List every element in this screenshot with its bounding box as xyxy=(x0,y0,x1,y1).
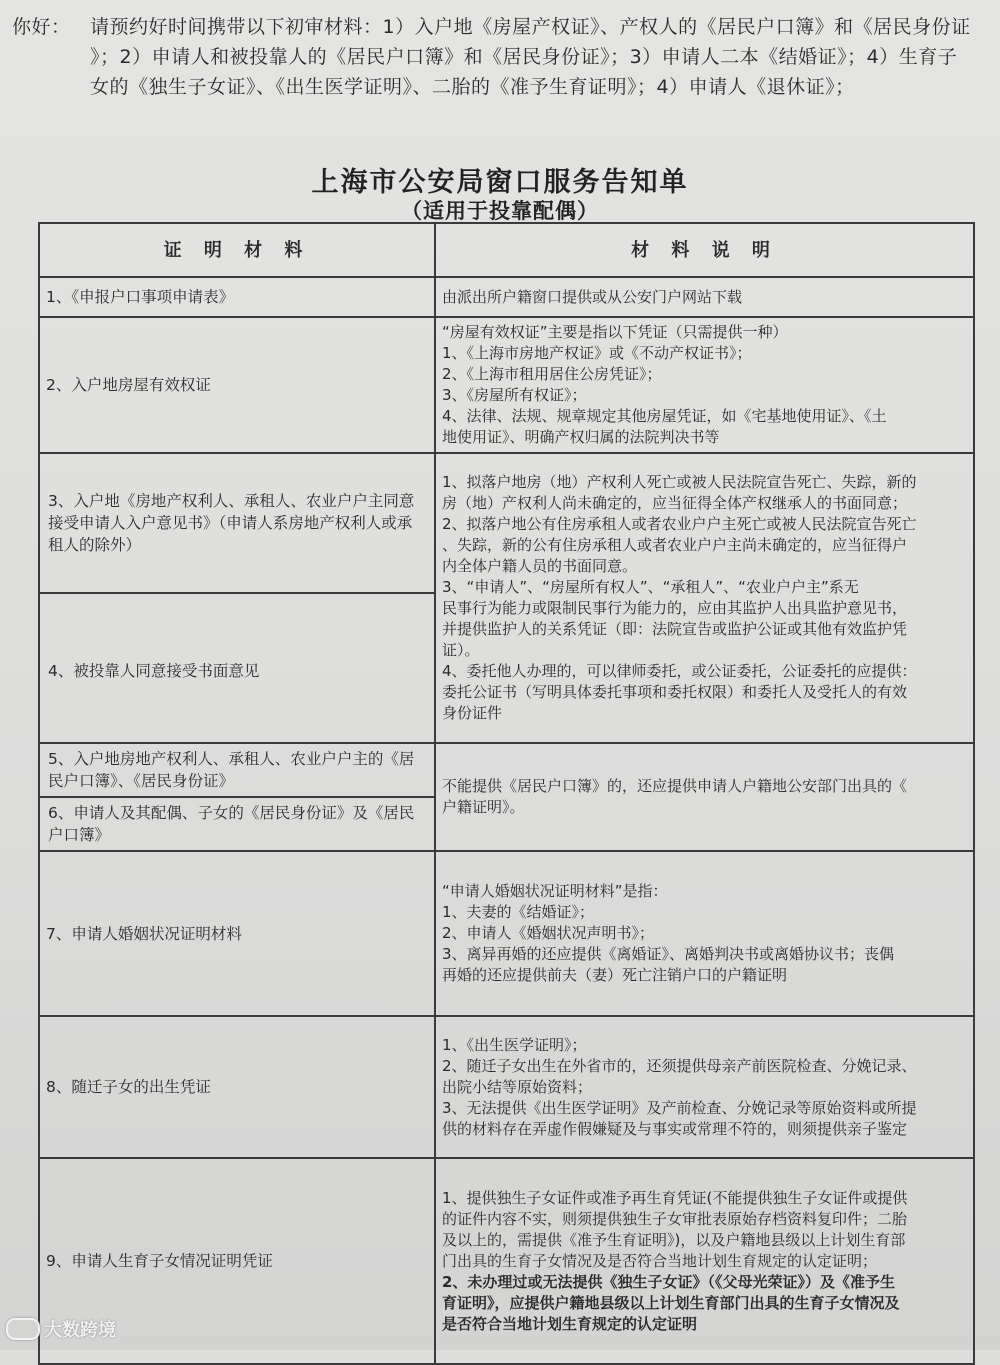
description-line: 出院小结等原始资料； xyxy=(442,1077,593,1096)
table-row xyxy=(39,317,974,453)
watermark xyxy=(6,1316,116,1342)
description-line: 2、未办理过或无法提供《独生子女证》（《父母光荣证》）及《准予生 xyxy=(442,1272,895,1291)
description-cell xyxy=(435,1016,974,1158)
description-line: 2、随迁子女出生在外省市的，还须提供母亲产前医院检查、分娩记录、 xyxy=(442,1056,917,1075)
description-line: 1、提供独生子女证件或准予再生育凭证(不能提供独生子女证件或提供 xyxy=(442,1188,908,1207)
intro-line-2: 》；2）申请人和被投靠人的《居民户口簿》和《居民身份证》；3）申请人二本《结婚证》；4）生育子 xyxy=(90,46,958,68)
description-line: 是否符合当地计划生育规定的认定证明 xyxy=(442,1314,698,1333)
material-cell: 1、《申报户口事项申请表》 xyxy=(39,277,435,317)
greeting: 你好： xyxy=(12,16,71,38)
table-row xyxy=(39,1016,974,1158)
description-line: 内全体户籍人员的书面同意。 xyxy=(442,557,638,575)
description-line: 2、拟落户地公有住房承租人或者农业户户主死亡或被人民法院宣告死亡 xyxy=(442,515,917,533)
description-line: 民事行为能力或限制民事行为能力的，应由其监护人出具监护意见书， xyxy=(442,599,908,617)
description-line: 4、委托他人办理的，可以律师委托，或公证委托，公证委托的应提供： xyxy=(442,662,917,680)
description-line: 身份证件 xyxy=(442,704,503,722)
description-line: 3、无法提供《出生医学证明》及产前检查、分娩记录等原始资料或所提 xyxy=(442,1098,917,1117)
description-cell xyxy=(435,277,974,317)
watermark-text: 大数跨境 xyxy=(44,1320,116,1341)
description-line: 3、“申请人”、“房屋所有权人”、“承租人”、“农业户户主”系无 xyxy=(442,578,859,596)
description-line: 的证件内容不实，则须提供独生子女审批表原始存档资料复印件；二胎 xyxy=(442,1209,908,1228)
intro-line-3: 女的《独生子女证》、《出生医学证明》、二胎的《准予生育证明》；4）申请人《退休证》； xyxy=(90,76,855,98)
material-item: 6、申请人及其配偶、子女的《居民身份证》及《居民户口簿》 xyxy=(48,804,415,844)
description-line: 1、《上海市房地产权证》或《不动产权证书》； xyxy=(442,344,752,362)
description-line: 不能提供《居民户口簿》的，还应提供申请人户籍地公安部门出具的《 xyxy=(442,777,908,795)
description-line: 2、《上海市租用居住公房凭证》； xyxy=(442,365,662,383)
description-line: 及以上的，需提供《准予生育证明》)，以及户籍地县级以上计划生育部 xyxy=(442,1230,906,1249)
material-cell: 9、申请人生育子女情况证明凭证 xyxy=(39,1158,435,1364)
material-cell: 8、随迁子女的出生凭证 xyxy=(39,1016,435,1158)
table-row xyxy=(39,851,974,1016)
description-line: 4、法律、法规、规章规定其他房屋凭证，如《宅基地使用证》、《土 xyxy=(442,407,887,425)
materials-table xyxy=(38,222,975,1365)
table-row xyxy=(39,743,974,851)
description-cell xyxy=(435,1158,974,1364)
description-line: 1、拟落户地房（地）产权利人死亡或被人民法院宣告死亡、失踪，新的 xyxy=(442,473,917,491)
description-line: “申请人婚姻状况证明材料”是指： xyxy=(442,882,668,900)
description-line: 供的材料存在弄虚作假嫌疑及与事实或常理不符的，则须提供亲子鉴定 xyxy=(442,1119,908,1138)
column-header-materials: 证 明 材 料 xyxy=(39,223,435,277)
description-line: 证）。 xyxy=(442,641,480,659)
table-row xyxy=(39,1158,974,1364)
description-line: 3、《房屋所有权证》； xyxy=(442,386,587,404)
description-line: 2、申请人《婚姻状况声明书》； xyxy=(442,924,655,942)
description-cell xyxy=(435,851,974,1016)
description-line: 1、夫妻的《结婚证》； xyxy=(442,903,595,921)
material-cell xyxy=(39,743,435,851)
material-cell xyxy=(39,453,435,743)
intro-line-1: 请预约好时间携带以下初审材料：1）入户地《房屋产权证》、产权人的《居民户口簿》和《居民身份证 xyxy=(90,16,971,38)
description-cell xyxy=(435,317,974,453)
description-line: 门出具的生育子女情况及是否符合当地计划生育规定的认定证明； xyxy=(442,1251,878,1270)
description-line: 再婚的还应提供前夫（妻）死亡注销户口的户籍证明 xyxy=(442,966,788,984)
description-line: 地使用证》、明确产权归属的法院判决书等 xyxy=(442,428,720,446)
description-line: 户籍证明》。 xyxy=(442,798,525,816)
watermark-logo-icon xyxy=(6,1318,40,1340)
description-cell xyxy=(435,453,974,743)
description-cell xyxy=(435,743,974,851)
description-line: 1、《出生医学证明》； xyxy=(442,1035,587,1054)
description-line: 由派出所户籍窗口提供或从公安门户网站下载 xyxy=(442,287,743,306)
material-item: 3、入户地《房地产权利人、承租人、农业户户主同意接受申请人入户意见书》（申请人系房地产权利人或承租人的除外） xyxy=(40,454,434,594)
table-row xyxy=(39,453,974,743)
material-item: 5、入户地房地产权利人、承租人、农业户户主的《居民户口簿》、《居民身份证》 xyxy=(40,744,434,798)
material-item: 4、被投靠人同意接受书面意见 xyxy=(48,662,260,680)
description-line: 、失踪，新的公有住房承租人或者农业户户主尚未确定的，应当征得户 xyxy=(442,536,908,554)
column-header-description: 材 料 说 明 xyxy=(435,223,974,277)
description-line: 委托公证书（写明具体委托事项和委托权限）和委托人及受托人的有效 xyxy=(442,683,908,701)
intro-paragraph xyxy=(12,12,987,102)
description-line: 并提供监护人的关系凭证（即：法院宣告或监护公证或其他有效监护凭 xyxy=(442,620,908,638)
description-line: 房（地）产权利人尚未确定的，应当征得全体产权继承人的书面同意； xyxy=(442,494,908,512)
table-header-row xyxy=(39,223,974,277)
material-cell: 7、申请人婚姻状况证明材料 xyxy=(39,851,435,1016)
page-title: 上海市公安局窗口服务告知单 xyxy=(311,167,689,198)
description-line: 育证明》，应提供户籍地县级以上计划生育部门出具的生育子女情况及 xyxy=(442,1293,900,1312)
page-subtitle: （适用于投靠配偶） xyxy=(401,199,599,223)
description-line: “房屋有效权证”主要是指以下凭证（只需提供一种） xyxy=(442,323,788,341)
material-cell: 2、入户地房屋有效权证 xyxy=(39,317,435,453)
description-line: 3、离异再婚的还应提供《离婚证》、离婚判决书或离婚协议书；丧偶 xyxy=(442,945,895,963)
table-row xyxy=(39,277,974,317)
